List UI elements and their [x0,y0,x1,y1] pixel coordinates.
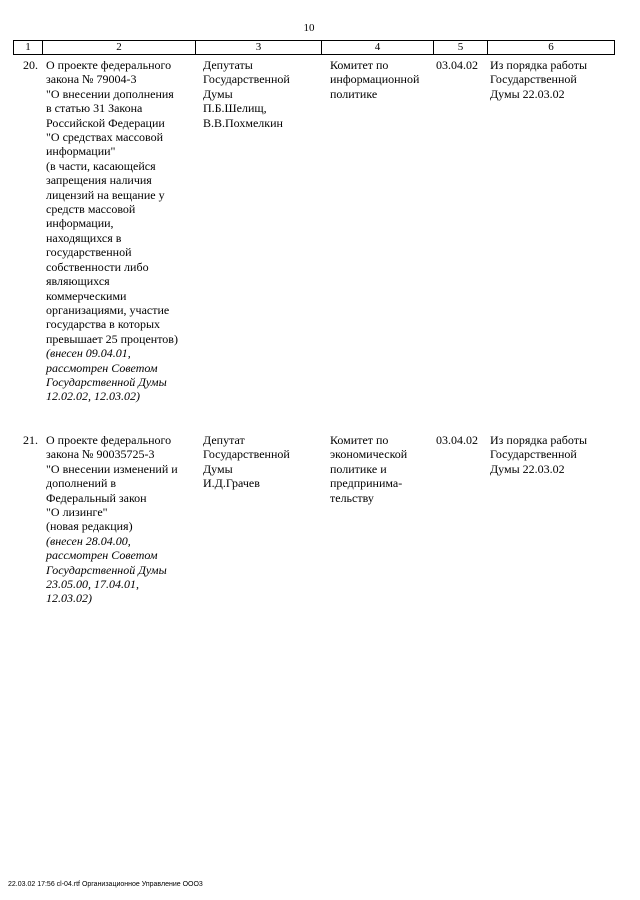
text-line: И.Д.Грачев [203,476,260,491]
text-line: закона № 79004-3 [46,72,137,87]
responsible-committee [321,433,433,606]
text-line: организациями, участие [46,302,170,317]
text-line: Комитет по [330,433,389,447]
text-line: информационной [330,72,420,87]
text-line: 23.05.00, 17.04.01, [46,577,139,592]
text-line: Государственной [490,72,577,87]
text-line: дополнений в [46,476,117,491]
text-line: Думы 22.03.02 [490,86,565,101]
header-col-6: 6 [548,41,554,53]
header-col-2: 2 [43,41,196,54]
text-line: Государственной [490,447,577,462]
text-line: предпринима- [330,476,403,491]
text-line: Думы [203,461,233,476]
text-line: В.В.Похмелкин [203,115,283,130]
header-col-5: 5 [434,41,488,54]
text-line: Депутат [203,433,245,447]
bill-description [42,433,195,606]
text-line: "О средствах массовой [46,130,164,145]
text-line: П.Б.Шелищ, [203,101,267,116]
text-line: превышает 25 процентов) [46,331,178,346]
text-line: рассмотрен Советом [46,548,158,563]
text-line: "О внесении дополнения [46,86,174,101]
bill-authors [195,433,321,606]
text-line: О проекте федерального [46,58,172,72]
page-number: 10 [303,22,315,34]
text-line: в статью 31 Закона [46,101,143,116]
consideration-date: 03.04.02 [436,58,478,72]
text-line: Комитет по [330,58,389,72]
text-line: рассмотрен Советом [46,360,158,375]
text-line: Российской Федерации [46,115,165,130]
text-line: (внесен 28.04.00, [46,533,131,548]
text-line: Депутаты [203,58,253,72]
text-line: информации, [46,216,114,231]
text-line: (внесен 09.04.01, [46,346,131,361]
text-line: являющихся [46,274,110,289]
text-line: запрещения наличия [46,173,152,188]
text-line: Государственной Думы [46,562,167,577]
text-line: Государственной [203,447,290,462]
bill-description [42,58,195,404]
text-line: лицензий на вещание у [46,187,165,202]
text-line: государства в которых [46,317,161,332]
header-col-4: 4 [322,41,434,54]
table-row [13,433,615,606]
text-line: тельству [330,490,374,505]
text-line: О проекте федерального [46,433,172,447]
table-row [13,58,615,404]
text-line: Думы 22.03.02 [490,461,565,476]
text-line: Федеральный закон [46,490,147,505]
header-col-3: 3 [196,41,322,54]
text-line: 12.02.02, 12.03.02) [46,389,140,404]
text-line: политике [330,86,378,101]
text-line: 12.03.02) [46,591,92,606]
text-line: Государственной [203,72,290,87]
bill-authors [195,58,321,404]
text-line: Из порядка работы [490,58,588,72]
text-line: средств массовой [46,202,136,217]
text-line: (новая редакция) [46,519,133,534]
text-line: Из порядка работы [490,433,588,447]
text-line: коммерческими [46,288,127,303]
consideration-date: 03.04.02 [436,433,478,447]
table-header-row [13,40,615,55]
text-line: экономической [330,447,408,462]
print-footer: 22.03.02 17:56 cl-04.rtf Организационное Управление ООО3 [8,881,203,888]
text-line: Думы [203,86,233,101]
header-col-1: 1 [14,41,43,54]
text-line: государственной [46,245,132,260]
procedure-source [487,58,613,404]
responsible-committee [321,58,433,404]
procedure-source [487,433,613,606]
text-line: "О лизинге" [46,505,108,520]
text-line: (в части, касающейся [46,158,156,173]
row-number: 21. [23,433,38,447]
row-number: 20. [23,58,38,72]
text-line: информации" [46,144,116,159]
text-line: "О внесении изменений и [46,461,178,476]
text-line: находящихся в [46,230,122,245]
text-line: закона № 90035725-3 [46,447,155,462]
text-line: Государственной Думы [46,374,167,389]
text-line: политике и [330,461,387,476]
text-line: собственности либо [46,259,149,274]
